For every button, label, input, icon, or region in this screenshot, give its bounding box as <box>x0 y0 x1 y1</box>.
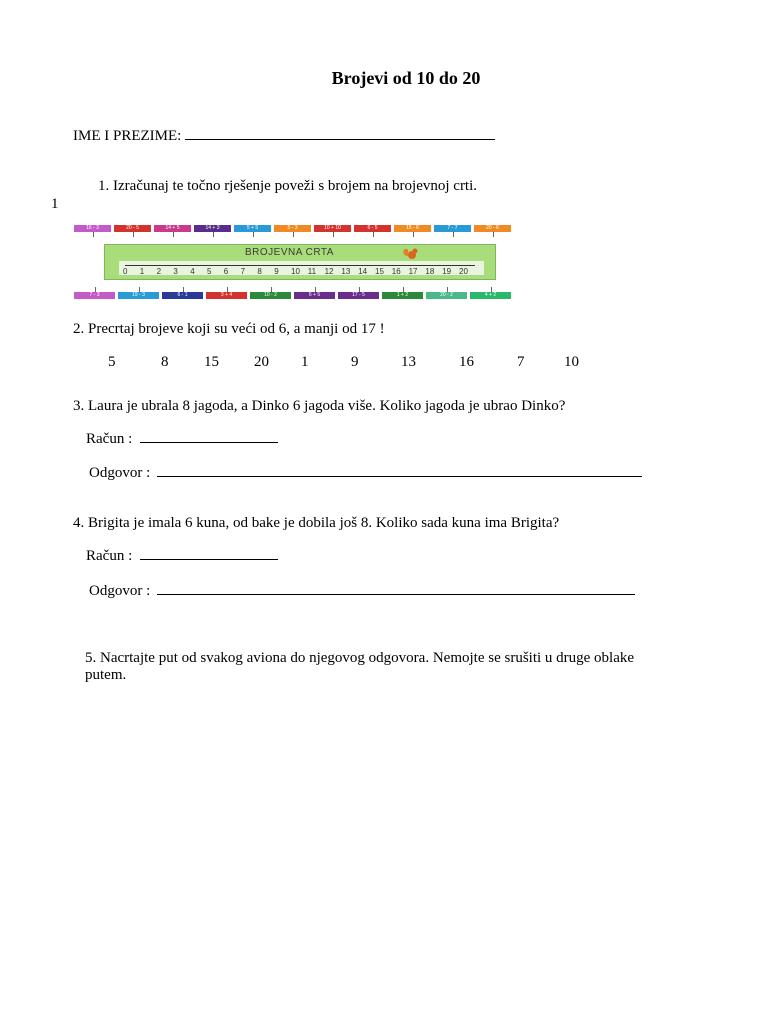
connector-pin <box>359 287 360 292</box>
number-16[interactable]: 16 <box>459 354 474 370</box>
number-line-label[interactable]: 12 <box>324 267 334 276</box>
odgovor-blank[interactable] <box>157 594 635 595</box>
connector-pin <box>333 232 334 237</box>
connector-pin <box>491 287 492 292</box>
number-line-label[interactable]: 4 <box>190 267 195 276</box>
task1-text: 1. Izračunaj te točno rješenje poveži s brojem na brojevnoj crti. <box>98 178 478 194</box>
odgovor-label: Odgovor : <box>89 583 151 599</box>
number-line-axis <box>125 265 475 266</box>
number-line-label[interactable]: 20 <box>459 267 468 276</box>
number-1[interactable]: 1 <box>301 354 309 370</box>
number-8[interactable]: 8 <box>161 354 169 370</box>
number-line-label[interactable]: 7 <box>240 267 246 276</box>
name-blank[interactable] <box>185 139 495 140</box>
number-line-label[interactable]: 19 <box>442 267 452 276</box>
expression-card[interactable]: 16 - 3 <box>74 225 111 232</box>
page-title: Brojevi od 10 do 20 <box>331 68 481 88</box>
number-20[interactable]: 20 <box>254 354 269 370</box>
expression-card[interactable]: 10 + 10 <box>314 225 351 232</box>
connector-pin <box>453 232 454 237</box>
racun-blank[interactable] <box>140 442 278 443</box>
number-line-label[interactable]: 11 <box>307 267 317 276</box>
number-line-label[interactable]: 3 <box>173 267 178 276</box>
task4-odgovor[interactable] <box>89 583 635 600</box>
connector-pin <box>493 232 494 237</box>
connector-pin <box>139 287 140 292</box>
task3-text: 3. Laura je ubrala 8 jagoda, a Dinko 6 jagoda više. Koliko jagoda je ubrao Dinko? <box>73 398 566 414</box>
number-line-label[interactable]: 5 <box>207 267 212 276</box>
expression-card[interactable]: 3 + 4 <box>206 292 247 299</box>
number-10[interactable]: 10 <box>564 354 579 370</box>
name-field[interactable] <box>73 128 495 145</box>
expression-card[interactable]: 20 - 5 <box>114 225 151 232</box>
number-line-label[interactable]: 0 <box>123 267 128 276</box>
name-label: IME I PREZIME: <box>73 128 182 144</box>
connector-pin <box>95 287 96 292</box>
number-line-label[interactable]: 13 <box>341 267 351 276</box>
odgovor-blank[interactable] <box>157 476 642 477</box>
number-15[interactable]: 15 <box>204 354 219 370</box>
task3-racun[interactable] <box>86 431 278 448</box>
connector-pin <box>213 232 214 237</box>
expression-card[interactable]: 15 - 6 <box>394 225 431 232</box>
connector-pin <box>271 287 272 292</box>
task5-text-line2: putem. <box>85 667 127 683</box>
connector-pin <box>93 232 94 237</box>
number-7[interactable]: 7 <box>517 354 525 370</box>
number-line-label[interactable]: 9 <box>274 267 279 276</box>
number-5[interactable]: 5 <box>108 354 116 370</box>
number-line-board <box>104 244 496 280</box>
squirrel-icon <box>401 247 419 261</box>
expression-card[interactable]: 10 - 2 <box>250 292 291 299</box>
margin-number: 1 <box>51 196 59 212</box>
connector-pin <box>403 287 404 292</box>
task4-racun[interactable] <box>86 548 278 565</box>
expression-card[interactable]: 17 - 5 <box>338 292 379 299</box>
number-line-label[interactable]: 18 <box>425 267 435 276</box>
connector-pin <box>173 232 174 237</box>
expression-card[interactable]: 7 - 3 <box>74 292 115 299</box>
expression-card[interactable]: 7 - 7 <box>434 225 471 232</box>
expression-card[interactable]: 1 + 2 <box>382 292 423 299</box>
connector-pin <box>447 287 448 292</box>
expression-card[interactable]: 5 + 5 <box>234 225 271 232</box>
racun-label: Račun : <box>86 548 133 564</box>
number-line-label[interactable]: 16 <box>391 267 401 276</box>
connector-pin <box>253 232 254 237</box>
expression-card[interactable]: 14 + 5 <box>154 225 191 232</box>
number-13[interactable]: 13 <box>401 354 416 370</box>
number-line-label[interactable]: 10 <box>291 267 300 276</box>
expression-card[interactable]: 5 - 3 <box>274 225 311 232</box>
expression-card[interactable]: 6 + 5 <box>294 292 335 299</box>
racun-label: Račun : <box>86 431 133 447</box>
number-line-image <box>74 224 518 302</box>
number-line-label[interactable]: 8 <box>257 267 262 276</box>
odgovor-label: Odgovor : <box>89 465 151 481</box>
connector-pin <box>373 232 374 237</box>
racun-blank[interactable] <box>140 559 278 560</box>
expression-card[interactable]: 6 - 1 <box>162 292 203 299</box>
connector-pin <box>293 232 294 237</box>
task5-text-line1: 5. Nacrtajte put od svakog aviona do njegovog odgovora. Nemojte se srušiti u druge oblake <box>85 650 635 666</box>
connector-pin <box>133 232 134 237</box>
expression-card[interactable]: 6 - 5 <box>354 225 391 232</box>
expression-card[interactable]: 14 + 3 <box>194 225 231 232</box>
number-line-strip <box>119 261 484 275</box>
connector-pin <box>183 287 184 292</box>
number-line-label[interactable]: 17 <box>408 267 418 276</box>
bottom-card-row <box>74 292 518 300</box>
number-line-label[interactable]: 2 <box>156 267 162 276</box>
expression-card[interactable]: 4 + 2 <box>470 292 511 299</box>
number-9[interactable]: 9 <box>351 354 359 370</box>
number-line-label[interactable]: 15 <box>375 267 384 276</box>
connector-pin <box>227 287 228 292</box>
top-card-row <box>74 225 518 233</box>
number-line-label[interactable]: 14 <box>358 267 368 276</box>
task2-text: 2. Precrtaj brojeve koji su veći od 6, a manji od 17 ! <box>73 321 385 337</box>
number-line-title: BROJEVNA CRTA <box>245 247 334 258</box>
number-line-label[interactable]: 6 <box>223 267 229 276</box>
task4-text: 4. Brigita je imala 6 kuna, od bake je dobila još 8. Koliko sada kuna ima Brigita? <box>73 515 560 531</box>
connector-pin <box>413 232 414 237</box>
expression-card[interactable]: 20 - 6 <box>474 225 511 232</box>
connector-pin <box>315 287 316 292</box>
task3-odgovor[interactable] <box>89 465 642 482</box>
number-line-label[interactable]: 1 <box>139 267 145 276</box>
expression-card[interactable]: 19 - 3 <box>118 292 159 299</box>
expression-card[interactable]: 20 - 2 <box>426 292 467 299</box>
